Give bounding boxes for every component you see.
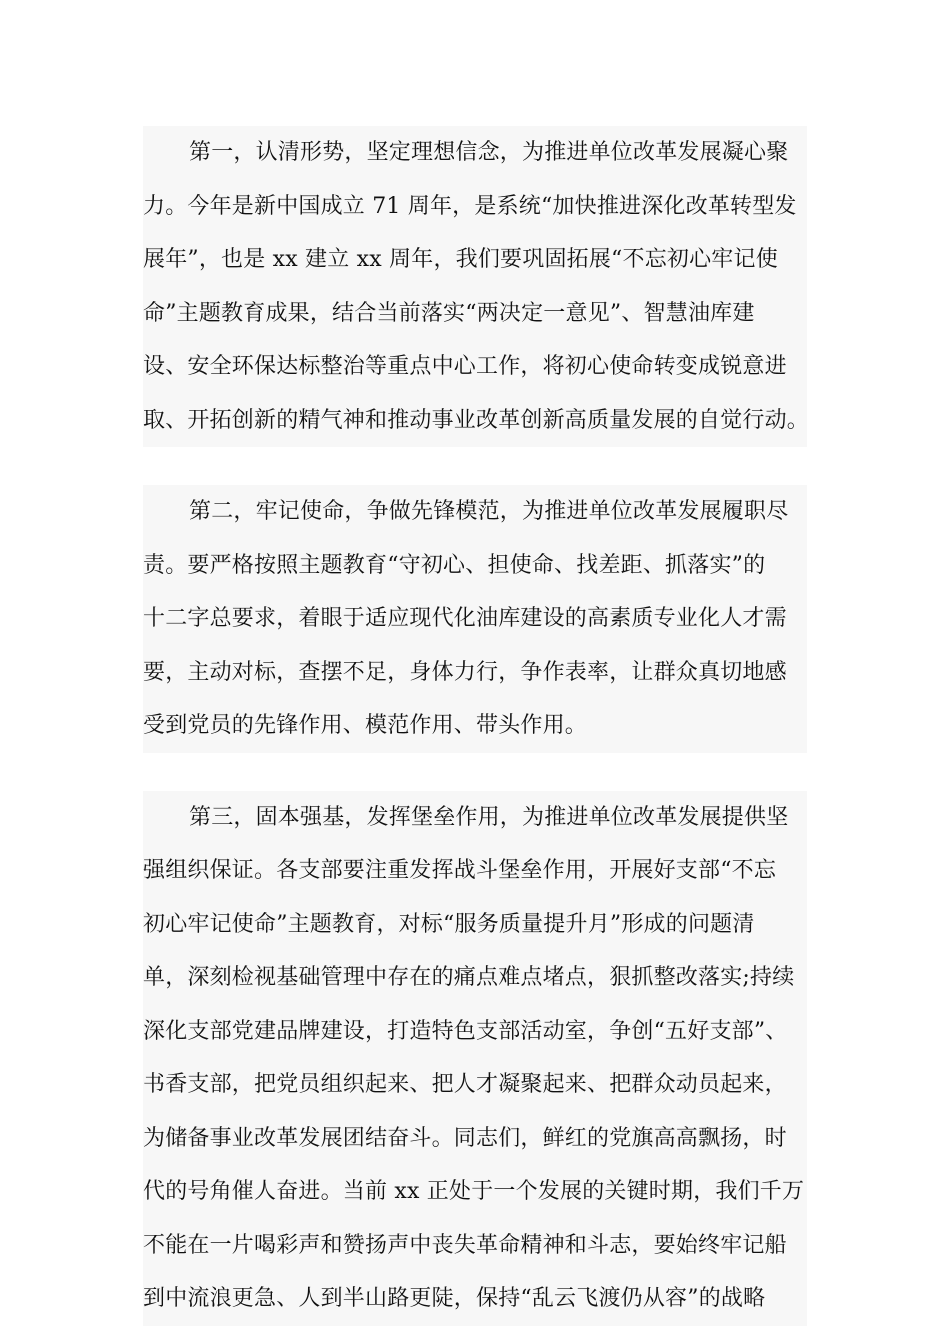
- text-line: 十二字总要求，着眼于适应现代化油库建设的高素质专业化人才需: [143, 606, 787, 631]
- paragraph-1: [143, 126, 810, 447]
- paragraph-3: [143, 791, 807, 1326]
- text-line: 设、安全环保达标整治等重点中心工作，将初心使命转变成锐意进: [143, 354, 787, 379]
- text-line: 到中流浪更急、人到半山路更陡，保持“乱云飞渡仍从容”的战略: [143, 1286, 766, 1311]
- text-line: 责。要严格按照主题教育“守初心、担使命、找差距、抓落实”的: [143, 552, 766, 578]
- text-line: 深化支部党建品牌建设，打造特色支部活动室，争创“五好支部”、: [143, 1018, 788, 1044]
- text-line: 强组织保证。各支部要注重发挥战斗堡垒作用，开展好支部“不忘: [143, 858, 777, 883]
- text-line: 单，深刻检视基础管理中存在的痛点难点堵点，狠抓整改落实;持续: [143, 965, 795, 990]
- text-line: 力。今年是新中国成立 71 周年，是系统“加快推进深化改革转型发: [143, 193, 797, 219]
- text-line: 第二，牢记使命，争做先锋模范，为推进单位改革发展履职尽: [189, 499, 789, 524]
- body-text: [143, 126, 810, 1326]
- text-line: 命”主题教育成果，结合当前落实“两决定一意见”、智慧油库建: [143, 300, 755, 326]
- text-line: 初心牢记使命”主题教育，对标“服务质量提升月”形成的问题清: [143, 911, 755, 937]
- text-line: 受到党员的先锋作用、模范作用、带头作用。: [143, 713, 588, 738]
- text-line: 代的号角催人奋进。当前 xx 正处于一个发展的关键时期，我们千万: [143, 1179, 805, 1204]
- paragraph-gap: [143, 753, 807, 791]
- text-line: 取、开拓创新的精气神和推动事业改革创新高质量发展的自觉行动。: [143, 407, 810, 433]
- text-line: 展年”，也是 xx 建立 xx 周年，我们要巩固拓展“不忘初心牢记使: [143, 247, 778, 272]
- text-line: 书香支部，把党员组织起来、把人才凝聚起来、把群众动员起来，: [143, 1072, 787, 1097]
- text-line: 为储备事业改革发展团结奋斗。同志们，鲜红的党旗高高飘扬，时: [143, 1125, 787, 1151]
- text-line: 要，主动对标，查摆不足，身体力行，争作表率，让群众真切地感: [143, 659, 787, 685]
- paragraph-gap: [143, 447, 807, 485]
- text-line: 第三，固本强基，发挥堡垒作用，为推进单位改革发展提供坚: [189, 804, 789, 830]
- paragraph-2: [143, 485, 807, 753]
- text-line: 不能在一片喝彩声和赞扬声中丧失革命精神和斗志，要始终牢记船: [143, 1232, 787, 1258]
- text-line: 第一，认清形势，坚定理想信念，为推进单位改革发展凝心聚: [189, 140, 789, 165]
